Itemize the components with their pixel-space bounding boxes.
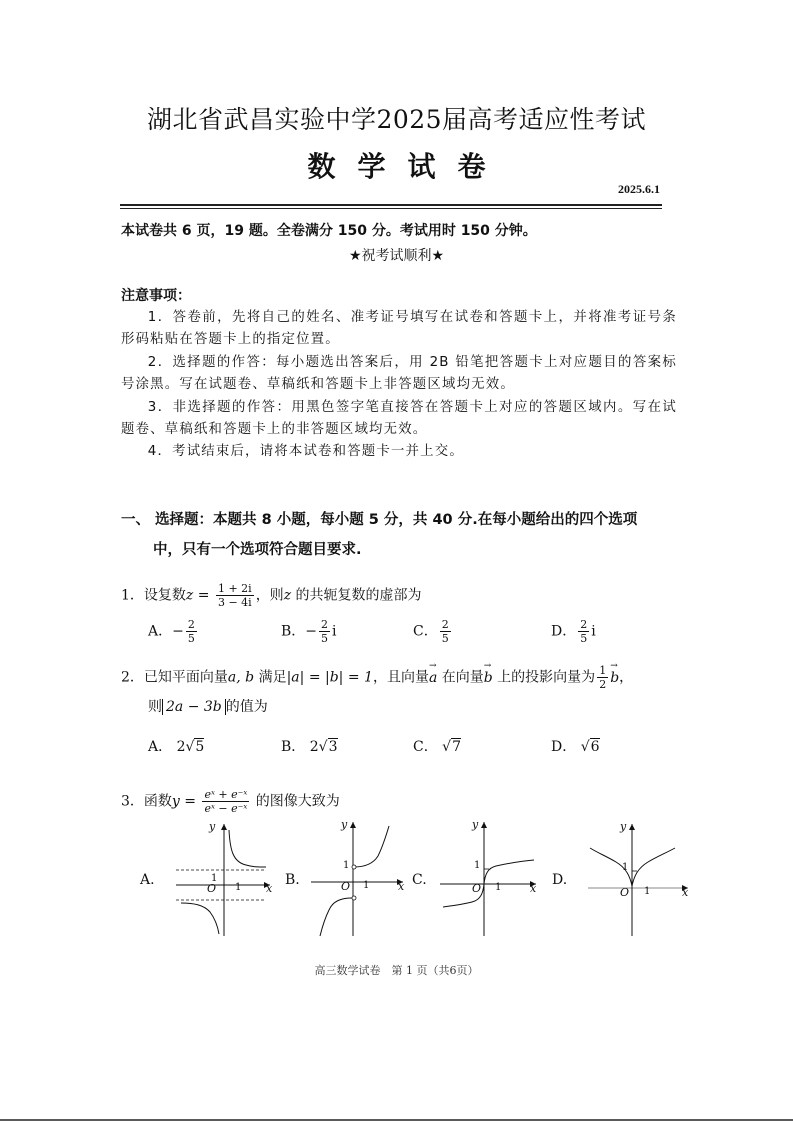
graph-option-d[interactable] <box>550 820 695 940</box>
tick-y-label: 1 <box>211 873 218 884</box>
axis-x-label: x <box>398 880 405 893</box>
curve-right <box>354 826 389 867</box>
graph-option-c[interactable] <box>410 818 542 940</box>
option-suffix: i <box>332 623 337 640</box>
tick-x-label: 1 <box>235 882 242 893</box>
option-radicand: 6 <box>590 739 600 755</box>
notice-item: 4．考试结束后，请将本试卷和答题卡一并上交。 <box>147 444 464 460</box>
exam-subject: 数学试卷 <box>307 150 508 183</box>
notice-item: 2．选择题的作答：每小题选出答案后，用 2B 铅笔把答题卡上对应题目的答案标号涂黑。写在试题卷、草稿纸和答题卡上非答题区域均无效。 <box>121 354 677 393</box>
fraction-numerator: 2 <box>441 618 449 631</box>
math-abs-expression: 2a − 3b <box>162 699 226 715</box>
option-a[interactable]: A． 2√5 <box>148 739 205 755</box>
math-vector: → b <box>610 670 619 686</box>
fraction-denominator: 5 <box>441 632 449 645</box>
tick-y-label: 1 <box>622 862 629 873</box>
axis-x-label: x <box>266 882 273 895</box>
question-text: 则 <box>148 699 162 715</box>
graph-option-b[interactable] <box>283 818 408 940</box>
question-text: 设复数 <box>143 587 186 604</box>
header-rule-thick <box>120 204 662 206</box>
option-label: C． <box>413 623 438 640</box>
option-label: D． <box>551 623 577 640</box>
origin-label: O <box>207 882 217 895</box>
fraction-denominator: 2 <box>599 678 607 691</box>
option-label: C. <box>412 872 427 888</box>
section-heading <box>121 505 681 565</box>
math-condition: |a| = |b| = 1 <box>286 669 373 686</box>
axis-x-label: x <box>530 882 537 895</box>
fraction-denominator: 5 <box>187 632 195 645</box>
tick-x-label: 1 <box>644 886 651 897</box>
exam-date: 2025.6.1 <box>618 182 660 196</box>
question-number: 2． <box>121 669 144 686</box>
fraction-numerator: eˣ + e⁻ˣ <box>204 788 248 801</box>
open-point-top <box>352 865 356 869</box>
curve-right <box>484 860 534 884</box>
fraction-numerator: 2 <box>187 618 195 631</box>
option-suffix: i <box>591 623 596 640</box>
math-vectors: a, b <box>227 669 255 686</box>
notice-list <box>121 307 677 464</box>
question-1-options <box>121 618 681 644</box>
curve-left <box>181 903 219 934</box>
option-sign: − <box>172 623 184 640</box>
question-3 <box>121 788 340 815</box>
question-number: 3． <box>121 793 144 810</box>
math-fraction <box>186 618 197 645</box>
math-var: z <box>185 587 194 604</box>
option-label: A. <box>140 872 155 888</box>
math-fraction <box>597 664 608 691</box>
option-d[interactable]: D． √6 <box>551 739 600 755</box>
math-op: = <box>179 793 201 810</box>
origin-label: O <box>620 886 630 899</box>
math-fraction <box>216 582 254 609</box>
option-radicand: 5 <box>195 739 205 755</box>
question-text: 上的投影向量为 <box>492 669 596 686</box>
question-text: ，则 <box>255 587 284 604</box>
axis-y-label: y <box>209 820 216 833</box>
math-op: = <box>193 587 214 604</box>
curve-right <box>632 848 675 886</box>
option-label: C． <box>413 739 438 755</box>
option-label: D． <box>551 739 577 755</box>
open-point-bottom <box>352 896 356 900</box>
math-var: y <box>171 793 180 810</box>
question-text: ，且向量 <box>372 669 429 686</box>
option-coef: 2 <box>176 739 186 755</box>
fraction-denominator: eˣ − e⁻ˣ <box>204 802 248 815</box>
option-b[interactable] <box>281 618 337 645</box>
fraction-numerator: 1 <box>599 664 607 677</box>
y-axis-arrow-icon <box>350 822 356 828</box>
axis-x-label: x <box>682 886 689 899</box>
option-label: B． <box>281 739 306 755</box>
curve-left <box>320 898 352 936</box>
question-text: 的图像大致为 <box>251 793 340 810</box>
question-text: 的共轭复数的虚部为 <box>291 587 422 604</box>
option-label: B． <box>281 623 306 640</box>
option-sign: − <box>305 623 318 640</box>
option-label: D. <box>552 872 568 888</box>
question-number: 1． <box>121 587 144 604</box>
question-text: 的值为 <box>225 699 268 715</box>
option-radicand: 7 <box>452 739 462 755</box>
option-radicand: 3 <box>328 739 338 755</box>
math-var: z <box>283 587 292 604</box>
tick-y-label: 1 <box>343 860 350 871</box>
tick-y-label: 1 <box>474 860 481 871</box>
math-vector: → a <box>429 670 437 686</box>
question-text: 满足 <box>254 669 287 686</box>
math-vector: → b <box>484 670 493 686</box>
question-2 <box>121 664 633 691</box>
question-2-options <box>121 736 681 762</box>
math-fraction <box>578 618 589 645</box>
notice-item: 3．非选择题的作答：用黑色签字笔直接答在答题卡上对应的答题区域内。写在试题卷、草稿纸和答题卡上的非答题区域均无效。 <box>121 399 677 438</box>
exam-title: 湖北省武昌实验中学2025届高考适应性考试 <box>146 105 647 134</box>
option-label: A． <box>148 623 173 640</box>
option-d[interactable] <box>551 618 596 645</box>
option-c[interactable] <box>413 618 453 645</box>
fraction-denominator: 3 − 4i <box>217 596 252 609</box>
header-rule-thin <box>120 208 662 209</box>
math-fraction <box>319 618 330 645</box>
question-2-line2 <box>148 696 268 716</box>
fraction-numerator: 1 + 2i <box>217 582 252 595</box>
axis-y-label: y <box>620 820 627 833</box>
option-c[interactable]: C． √7 <box>413 739 462 755</box>
graph-option-a[interactable] <box>138 820 278 940</box>
graph-c-plot <box>410 818 542 940</box>
tick-x-label: 1 <box>495 882 502 893</box>
fraction-denominator: 5 <box>321 632 329 645</box>
option-coef: 2 <box>309 739 319 755</box>
page-footer: 高三数学试卷 第 1 页（共6页） <box>314 964 479 977</box>
axis-y-label: y <box>472 818 479 831</box>
good-luck-text: ★祝考试顺利★ <box>348 248 445 264</box>
page-bottom-border <box>0 1119 793 1121</box>
section-heading-line2: 中，只有一个选项符合题目要求. <box>153 542 362 558</box>
option-label: A． <box>148 739 173 755</box>
graph-d-plot <box>550 820 695 940</box>
fraction-numerator: 2 <box>321 618 329 631</box>
axis-y-label: y <box>341 818 348 831</box>
option-b[interactable]: B． 2√3 <box>281 739 338 755</box>
section-heading-line1: 一、 选择题：本题共 8 小题，每小题 5 分，共 40 分.在每小题给出的四个选项 <box>121 512 638 528</box>
graph-a-plot <box>138 820 278 940</box>
curve-right <box>229 830 266 867</box>
y-axis-arrow-icon <box>481 822 487 828</box>
exam-info: 本试卷共 6 页，19 题。全卷满分 150 分。考试用时 150 分钟。 <box>121 223 537 239</box>
notice-heading: 注意事项： <box>121 288 191 304</box>
y-axis-arrow-icon <box>629 824 635 830</box>
option-a[interactable] <box>148 618 199 645</box>
question-text: 在向量 <box>437 669 484 686</box>
origin-label: O <box>472 882 482 895</box>
graph-b-plot <box>283 818 408 940</box>
option-label: B. <box>285 872 300 888</box>
math-fraction <box>202 788 249 815</box>
question-text: 已知平面向量 <box>143 669 228 686</box>
notice-item: 1．答卷前，先将自己的姓名、准考证号填写在试卷和答题卡上，并将准考证号条形码粘贴在答题卡上的指定位置。 <box>121 310 677 348</box>
origin-label: O <box>341 880 351 893</box>
question-text: 函数 <box>143 793 172 810</box>
y-axis-arrow-icon <box>221 824 227 830</box>
tick-x-label: 1 <box>363 880 370 891</box>
question-1 <box>121 582 422 609</box>
math-fraction <box>440 618 451 645</box>
question-text: ， <box>619 669 634 686</box>
fraction-numerator: 2 <box>580 618 588 631</box>
fraction-denominator: 5 <box>580 632 588 645</box>
